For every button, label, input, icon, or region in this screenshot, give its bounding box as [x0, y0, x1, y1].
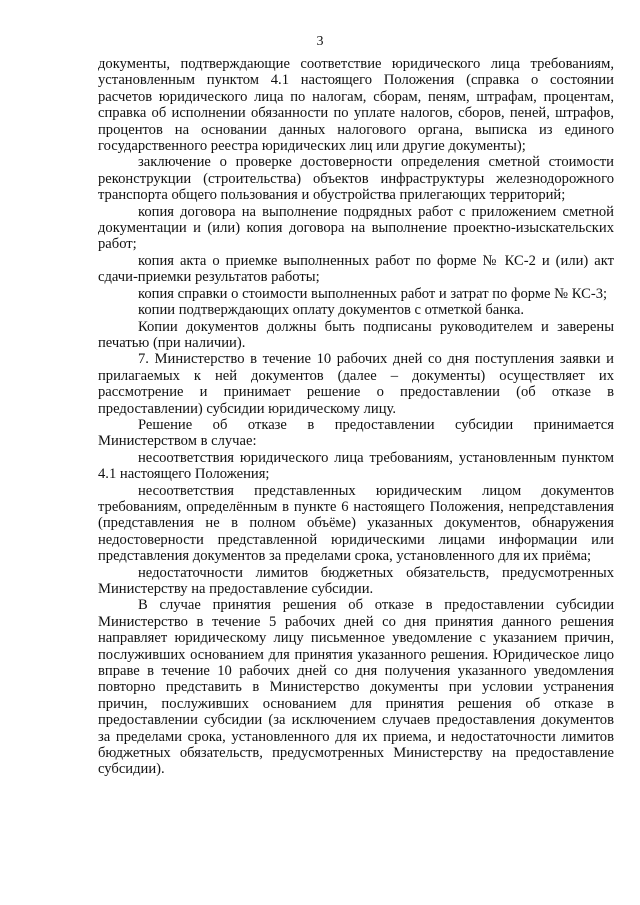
page-number: 3: [316, 34, 324, 49]
document-body: [98, 56, 614, 778]
paragraph-refusal-reason-1: несоответствия юридического лица требованиям, установленным пунктом 4.1 настоящего Положения;: [98, 449, 614, 483]
paragraph-refusal-reason-3: недостаточности лимитов бюджетных обязательств, предусмотренных Министерству на предоставление субсидии.: [98, 564, 614, 597]
paragraph-refusal-intro: Решение об отказе в предоставлении субсидии принимается Министерством в случае:: [98, 416, 614, 450]
paragraph-signature-requirement: Копии документов должны быть подписаны руководителем и заверены печатью (при наличии).: [98, 318, 614, 351]
paragraph-supporting-documents: документы, подтверждающие соответствие юридического лица требованиям, установленным пунктом 4.1 настоящего Положения (справка о состоянии расчетов юридического лица по налогам, сборам, пеням, штрафам, процентам, справка об исполнении обязанности по уплате налогов, сборов, пеней, штрафов, процентов на основании данных налогового органа, выписка из единого государственного реестра юридических лиц или другие документы);: [98, 56, 614, 155]
paragraph-refusal-reason-2: несоответствия представленных юридическим лицом документов требованиям, определённым в пункте 6 настоящего Положения, непредставления (представления не в полном объёме) указанных документов, обнаружения недостоверности представленной юридическими лицами информации или представления документов за пределами срока, установленного для их приёма;: [98, 482, 614, 565]
paragraph-refusal-notice: В случае принятия решения об отказе в предоставлении субсидии Министерство в течение 5 рабочих дней со дня принятия данного решения направляет юридическому лицу письменное уведомление с указанием причин, послуживших основанием для принятия указанного решения. Юридическое лицо вправе в течение 10 рабочих дней со дня получения указанного уведомления повторно представить в Министерство документы при условии устранения причин, послуживших основанием для принятия решения об отказе в предоставлении субсидии (за исключением случаев предоставления документов за пределами срока, установленного для их приема, и недостаточности лимитов бюджетных обязательств, предусмотренных Министерству на предоставление субсидии).: [98, 597, 614, 778]
paragraph-ks3-certificate: копия справки о стоимости выполненных работ и затрат по форме № КС-3;: [138, 285, 608, 302]
paragraph-contract-copy: копия договора на выполнение подрядных работ с приложением сметной документации и (или) копия договора на выполнение проектно-изыскательских работ;: [98, 203, 614, 253]
paragraph-ks2-act: копия акта о приемке выполненных работ по форме № КС-2 и (или) акт сдачи-приемки результатов работы;: [98, 252, 614, 286]
paragraph-cost-verification: заключение о проверке достоверности определения сметной стоимости реконструкции (строительства) объектов инфраструктуры железнодорожного транспорта общего пользования и обустройства прилегающих территорий;: [98, 154, 614, 204]
paragraph-payment-documents: копии подтверждающих оплату документов с отметкой банка.: [138, 302, 525, 319]
paragraph-item-7: 7. Министерство в течение 10 рабочих дней со дня поступления заявки и прилагаемых к ней документов (далее – документы) осуществляет их рассмотрение и принимает решение о предоставлении (об отказе в предоставлении) субсидии юридическому лицу.: [98, 351, 614, 417]
